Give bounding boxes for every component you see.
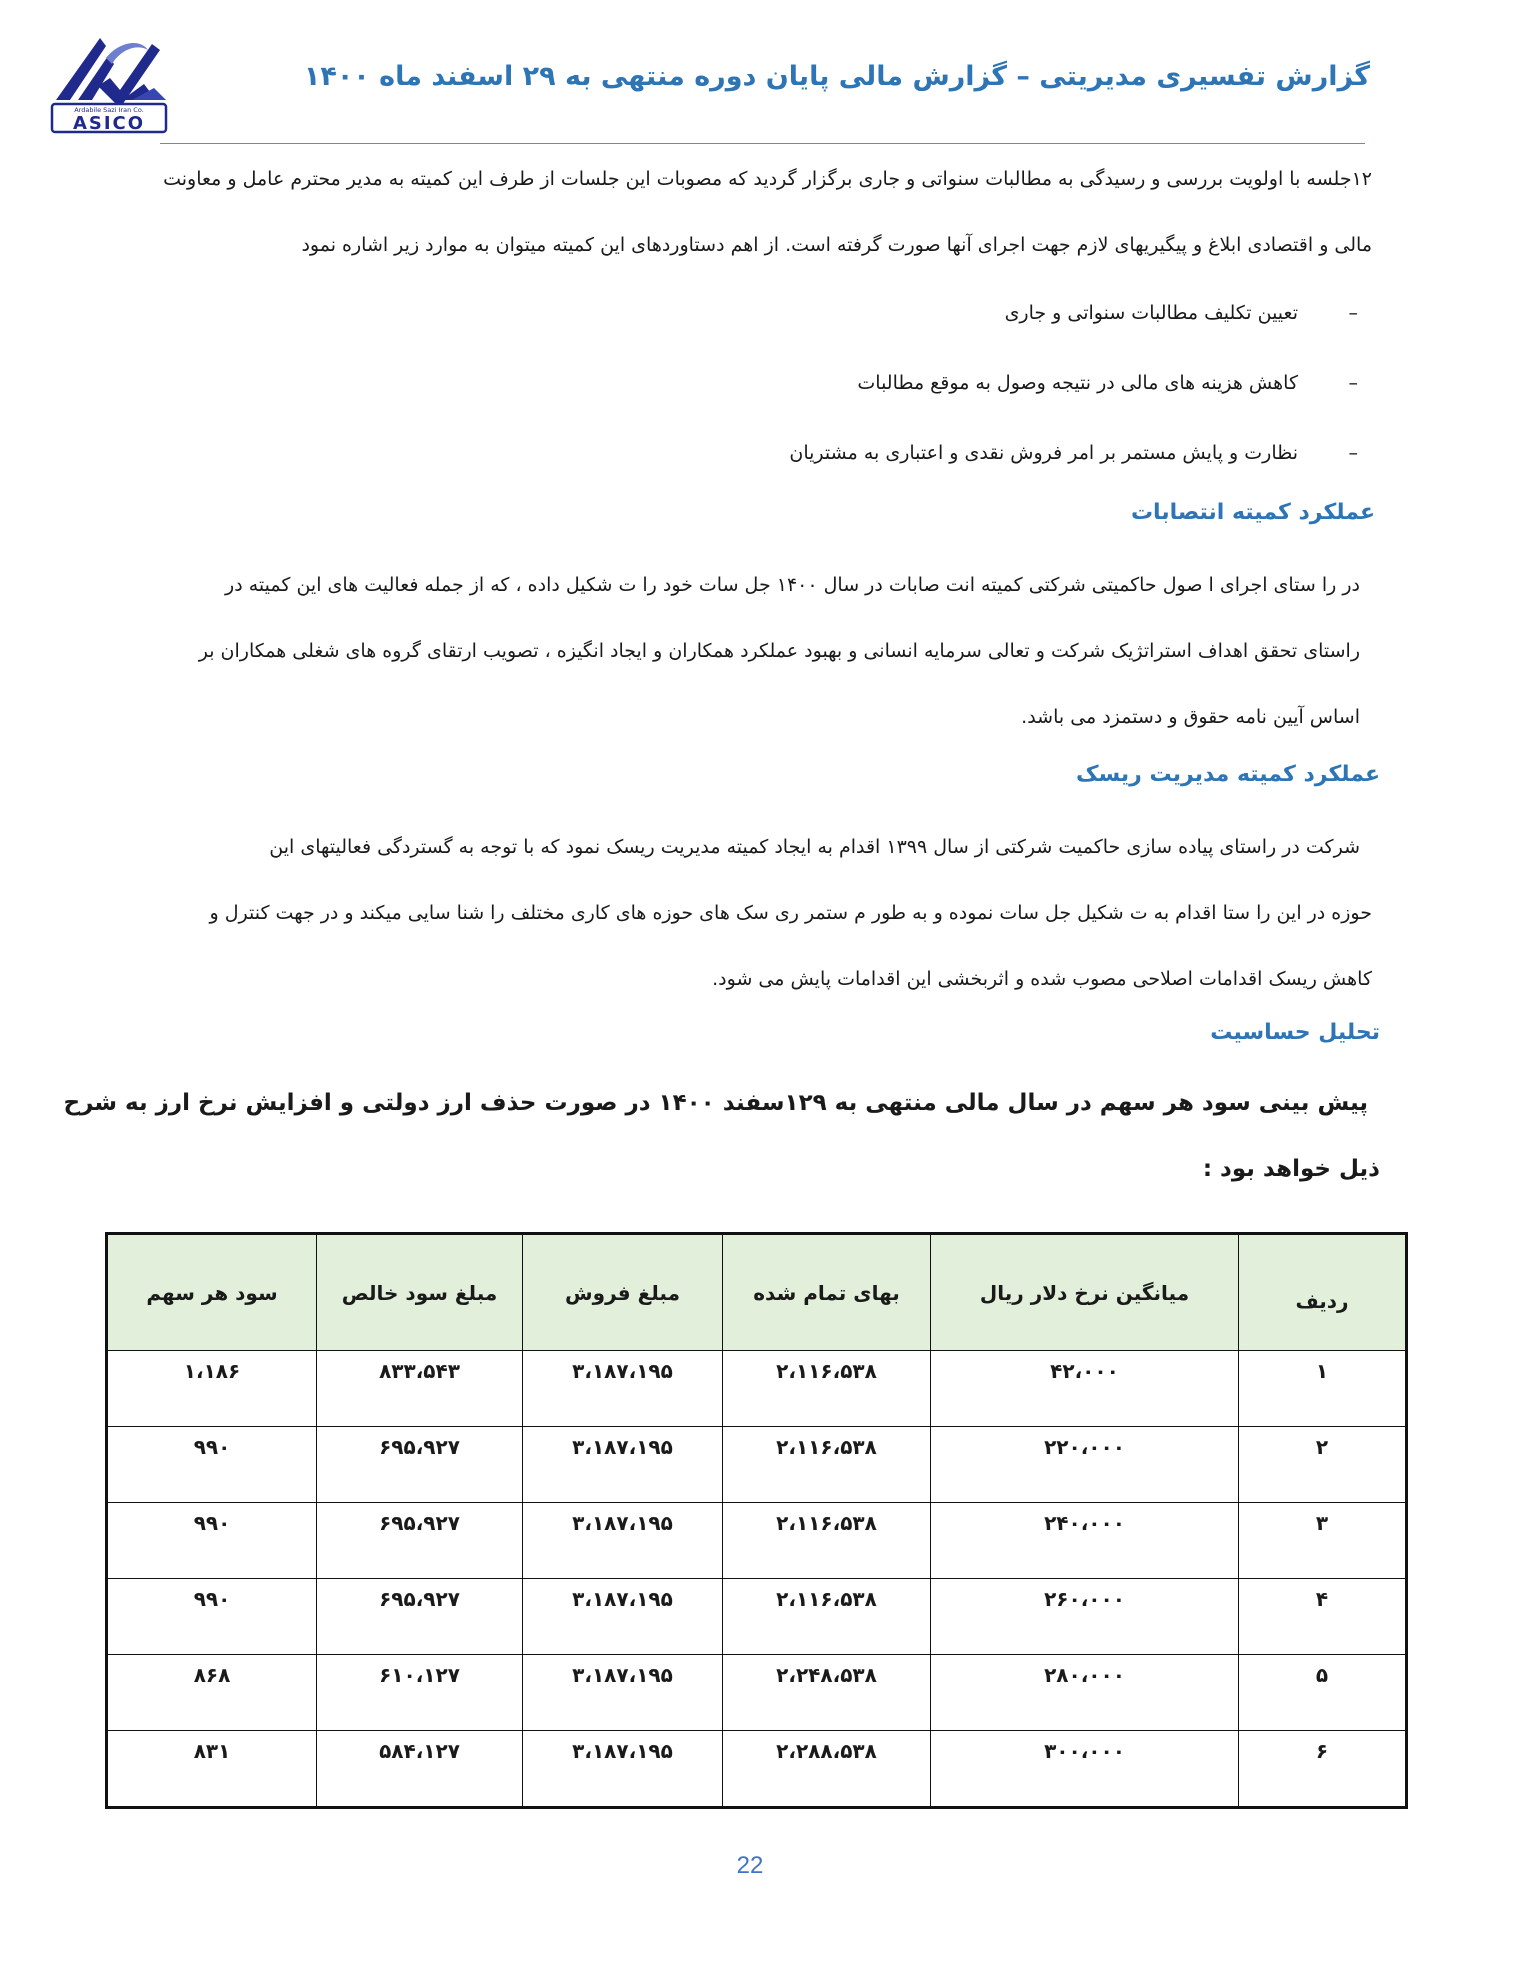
table-cell: ۲ (1239, 1427, 1407, 1503)
table-cell: ۹۹۰ (107, 1427, 317, 1503)
table-row (107, 1503, 1407, 1579)
table-cell: ۶۹۵،۹۲۷ (317, 1503, 523, 1579)
header-divider (160, 143, 1365, 144)
table-row (107, 1731, 1407, 1808)
bullet-dash: – (1348, 372, 1358, 394)
list-item (258, 418, 1358, 488)
report-title: گزارش تفسیری مدیریتی – گزارش مالی پایان دوره منتهی به ۲۹ اسفند ماه ۱۴۰۰ (303, 61, 1370, 92)
table-row (107, 1351, 1407, 1427)
table-cell: ۳،۱۸۷،۱۹۵ (523, 1655, 723, 1731)
table-cell: ۲۴۰،۰۰۰ (931, 1503, 1239, 1579)
table-cell: ۲،۱۱۶،۵۳۸ (723, 1503, 931, 1579)
table-cell: ۲،۲۴۸،۵۳۸ (723, 1655, 931, 1731)
table-cell: ۳ (1239, 1503, 1407, 1579)
list-item-text: تعیین تکلیف مطالبات سنواتی و جاری (1004, 302, 1298, 324)
bullet-dash: – (1348, 442, 1358, 464)
column-header: ردیف (1239, 1234, 1407, 1351)
logo-text: ASICO (72, 113, 146, 134)
page-number: 22 (736, 1852, 764, 1879)
table-cell: ۲،۱۱۶،۵۳۸ (723, 1351, 931, 1427)
list-item-text: نظارت و پایش مستمر بر امر فروش نقدی و اعتباری به مشتریان (789, 442, 1298, 464)
sensitivity-table (105, 1232, 1408, 1809)
risk-line: حوزه در این را ستا اقدام به ت شکیل جل سات نموده و به طور م ستمر ری سک های حوزه های کاری مختلف را شنا سایی میکند و در جهت کنترل و (209, 902, 1372, 924)
table-cell: ۶ (1239, 1731, 1407, 1808)
table-cell: ۳،۱۸۷،۱۹۵ (523, 1351, 723, 1427)
achievements-list (258, 278, 1358, 488)
table-cell: ۵۸۴،۱۲۷ (317, 1731, 523, 1808)
appointments-paragraph (130, 552, 1372, 750)
lead-line: ذیل خواهد بود : (1202, 1156, 1380, 1182)
table-row (107, 1579, 1407, 1655)
column-header: بهای تمام شده (723, 1234, 931, 1351)
table-cell: ۸۳۱ (107, 1731, 317, 1808)
column-header: میانگین نرخ دلار ریال (931, 1234, 1239, 1351)
bullet-dash: – (1348, 302, 1358, 324)
table-cell: ۴۲،۰۰۰ (931, 1351, 1239, 1427)
table-cell: ۸۳۳،۵۴۳ (317, 1351, 523, 1427)
table-cell: ۲،۱۱۶،۵۳۸ (723, 1427, 931, 1503)
table-cell: ۲۸۰،۰۰۰ (931, 1655, 1239, 1731)
table-cell: ۶۱۰،۱۲۷ (317, 1655, 523, 1731)
column-header: مبلغ فروش (523, 1234, 723, 1351)
table-cell: ۳،۱۸۷،۱۹۵ (523, 1579, 723, 1655)
table-cell: ۵ (1239, 1655, 1407, 1731)
list-item (258, 348, 1358, 418)
table-cell: ۱،۱۸۶ (107, 1351, 317, 1427)
table-cell: ۳۰۰،۰۰۰ (931, 1731, 1239, 1808)
appointments-line: در را ستای اجرای ا صول حاکمیتی شرکتی کمیته انت صابات در سال ۱۴۰۰ جل سات خود را ت شکیل داده ، که از جمله فعالیت های این کمیته در (225, 574, 1360, 596)
logo-subtext: Ardabile Sazi Iran Co. (74, 106, 144, 114)
table-cell: ۸۶۸ (107, 1655, 317, 1731)
table-cell: ۲،۲۸۸،۵۳۸ (723, 1731, 931, 1808)
table-cell: ۲۶۰،۰۰۰ (931, 1579, 1239, 1655)
table-cell: ۹۹۰ (107, 1579, 317, 1655)
table-cell: ۳،۱۸۷،۱۹۵ (523, 1731, 723, 1808)
sensitivity-lead (63, 1070, 1380, 1202)
lead-line: پیش بینی سود هر سهم در سال مالی منتهی به ۱۲۹سفند ۱۴۰۰ در صورت حذف ارز دولتی و افزایش نرخ ارز به شرح (63, 1090, 1368, 1116)
appointments-line: راستای تحقق اهداف استراتژیک شرکت و تعالی سرمایه انسانی و بهبود عملکرد همکاران و ایجاد انگیزه ، تصویب ارتقای گروه های شغلی همکاران بر (198, 640, 1360, 662)
list-item-text: کاهش هزینه های مالی در نتیجه وصول به موقع مطالبات (857, 372, 1298, 394)
checkmark-logo-icon (56, 38, 166, 108)
table-row (107, 1427, 1407, 1503)
table-cell: ۶۹۵،۹۲۷ (317, 1427, 523, 1503)
table-cell: ۴ (1239, 1579, 1407, 1655)
risk-heading: عملکرد کمیته مدیریت ریسک (1075, 762, 1380, 787)
sensitivity-heading: تحلیل حساسیت (1210, 1020, 1380, 1045)
list-item (258, 278, 1358, 348)
table-cell: ۶۹۵،۹۲۷ (317, 1579, 523, 1655)
risk-paragraph (187, 814, 1372, 1012)
company-logo (48, 28, 170, 136)
risk-line: کاهش ریسک اقدامات اصلاحی مصوب شده و اثربخشی این اقدامات پایش می شود. (712, 968, 1372, 990)
intro-line: ۱۲جلسه با اولویت بررسی و رسیدگی به مطالبات سنواتی و جاری برگزار گردید که مصوبات این جلسات از طرف این کمیته به مدیر محترم عامل و معاونت (163, 168, 1372, 190)
intro-paragraph (130, 146, 1372, 278)
table-header-row (107, 1234, 1407, 1351)
table-cell: ۲،۱۱۶،۵۳۸ (723, 1579, 931, 1655)
table-cell: ۳،۱۸۷،۱۹۵ (523, 1503, 723, 1579)
table-row (107, 1655, 1407, 1731)
table-cell: ۹۹۰ (107, 1503, 317, 1579)
column-header: سود هر سهم (107, 1234, 317, 1351)
column-header: مبلغ سود خالص (317, 1234, 523, 1351)
table-cell: ۳،۱۸۷،۱۹۵ (523, 1427, 723, 1503)
intro-line: مالی و اقتصادی ابلاغ و پیگیریهای لازم جهت اجرای آنها صورت گرفته است. از اهم دستاوردهای این کمیته میتوان به موارد زیر اشاره نمود (301, 234, 1372, 256)
appointments-line: اساس آیین نامه حقوق و دستمزد می باشد. (1021, 706, 1360, 728)
risk-line: شرکت در راستای پیاده سازی حاکمیت شرکتی از سال ۱۳۹۹ اقدام به ایجاد کمیته مدیریت ریسک نمود که با توجه به گستردگی فعالیتهای این (269, 836, 1360, 858)
table-cell: ۲۲۰،۰۰۰ (931, 1427, 1239, 1503)
table-cell: ۱ (1239, 1351, 1407, 1427)
appointments-heading: عملکرد کمیته انتصابات (1130, 500, 1375, 525)
